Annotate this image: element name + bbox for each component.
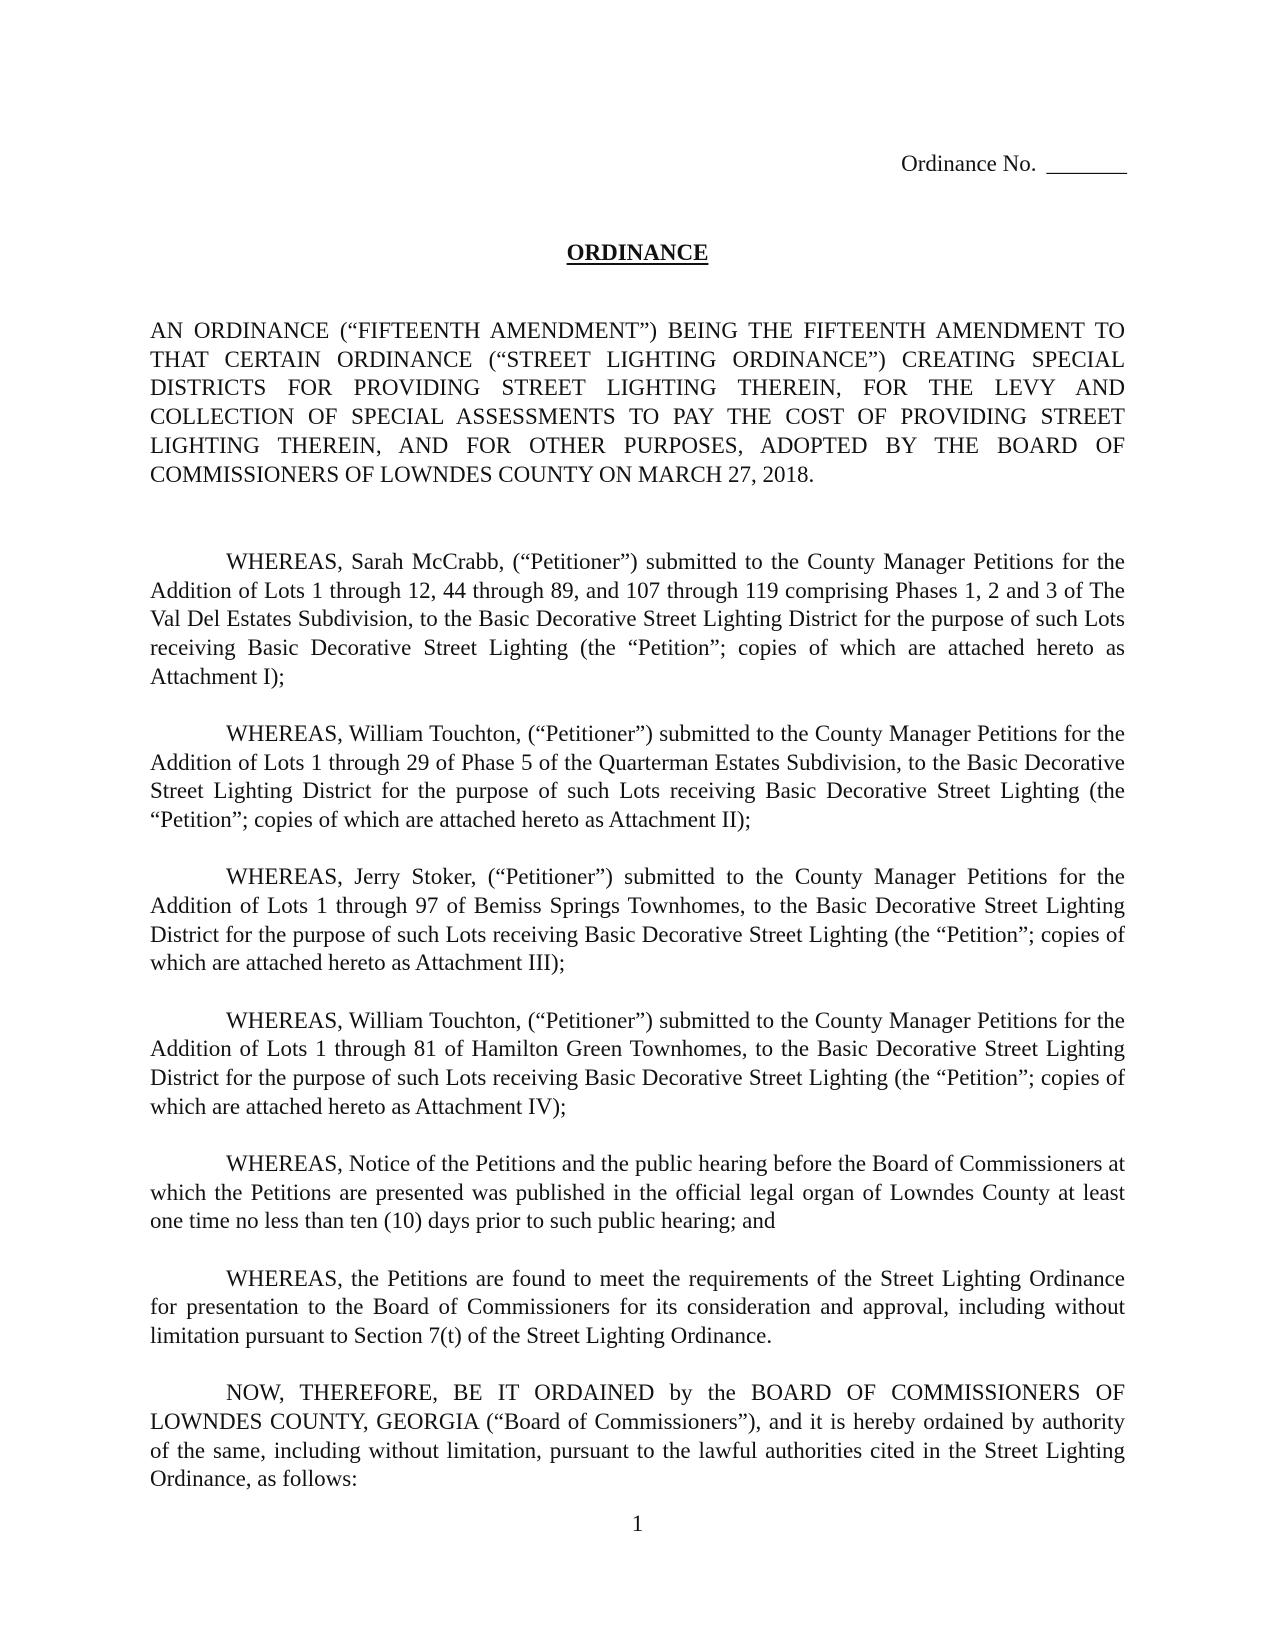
ordinance-number-blank: _______	[1046, 151, 1127, 176]
page-number: 1	[631, 1511, 644, 1536]
paragraph: WHEREAS, William Touchton, (“Petitioner”) submitted to the County Manager Petitions for the Addition of Lots 1 through 29 of Phase 5 of the Quarterman Estates Subdivision, to the Basic Decorative Street Lighting District for the purpose of such Lots receiving Basic Decorative Street Lighting (the “Petition”; copies of which are attached hereto as Attachment II);	[150, 721, 1125, 833]
paragraph: WHEREAS, the Petitions are found to meet the requirements of the Street Lighting Ordinance for presentation to the Board of Commissioners for its consideration and approval, including without limitation pursuant to Section 7(t) of the Street Lighting Ordinance.	[150, 1265, 1125, 1348]
paragraph: NOW, THEREFORE, BE IT ORDAINED by the BOARD OF COMMISSIONERS OF LOWNDES COUNTY, GEORGIA (“Board of Commissioners”), and it is hereby ordained by authority of the same, including without limitation, pursuant to the lawful authorities cited in the Street Lighting Ordinance, as follows:	[150, 1380, 1125, 1492]
document-heading	[0, 239, 1275, 267]
paragraph: WHEREAS, William Touchton, (“Petitioner”) submitted to the County Manager Petitions for the Addition of Lots 1 through 81 of Hamilton Green Townhomes, to the Basic Decorative Street Lighting District for the purpose of such Lots receiving Basic Decorative Street Lighting (the “Petition”; copies of which are attached hereto as Attachment IV);	[150, 1007, 1125, 1119]
ordinance-number-line	[901, 150, 1127, 178]
paragraph: WHEREAS, Sarah McCrabb, (“Petitioner”) submitted to the County Manager Petitions for the Addition of Lots 1 through 12, 44 through 89, and 107 through 119 comprising Phases 1, 2 and 3 of The Val Del Estates Subdivision, to the Basic Decorative Street Lighting District for the purpose of such Lots receiving Basic Decorative Street Lighting (the “Petition”; copies of which are attached hereto as Attachment I);	[150, 549, 1125, 689]
document-heading-text: ORDINANCE	[566, 240, 709, 265]
paragraph: WHEREAS, Jerry Stoker, (“Petitioner”) submitted to the County Manager Petitions for the Addition of Lots 1 through 97 of Bemiss Springs Townhomes, to the Basic Decorative Street Lighting District for the purpose of such Lots receiving Basic Decorative Street Lighting (the “Petition”; copies of which are attached hereto as Attachment III);	[150, 864, 1125, 976]
paragraph: WHEREAS, Notice of the Petitions and the public hearing before the Board of Commissioners at which the Petitions are presented was published in the official legal organ of Lowndes County at least one time no less than ten (10) days prior to such public hearing; and	[150, 1150, 1125, 1234]
whereas-paragraphs	[150, 548, 1125, 1522]
ordinance-title-paragraph: AN ORDINANCE (“FIFTEENTH AMENDMENT”) BEING THE FIFTEENTH AMENDMENT TO THAT CERTAIN ORDINANCE (“STREET LIGHTING ORDINANCE”) CREATING SPECIAL DISTRICTS FOR PROVIDING STREET LIGHTING THEREIN, FOR THE LEVY AND COLLECTION OF SPECIAL ASSESSMENTS TO PAY THE COST OF PROVIDING STREET LIGHTING THEREIN, AND FOR OTHER PURPOSES, ADOPTED BY THE BOARD OF COMMISSIONERS OF LOWNDES COUNTY ON MARCH 27, 2018.	[150, 318, 1125, 487]
ordinance-number-label: Ordinance No.	[901, 151, 1037, 176]
